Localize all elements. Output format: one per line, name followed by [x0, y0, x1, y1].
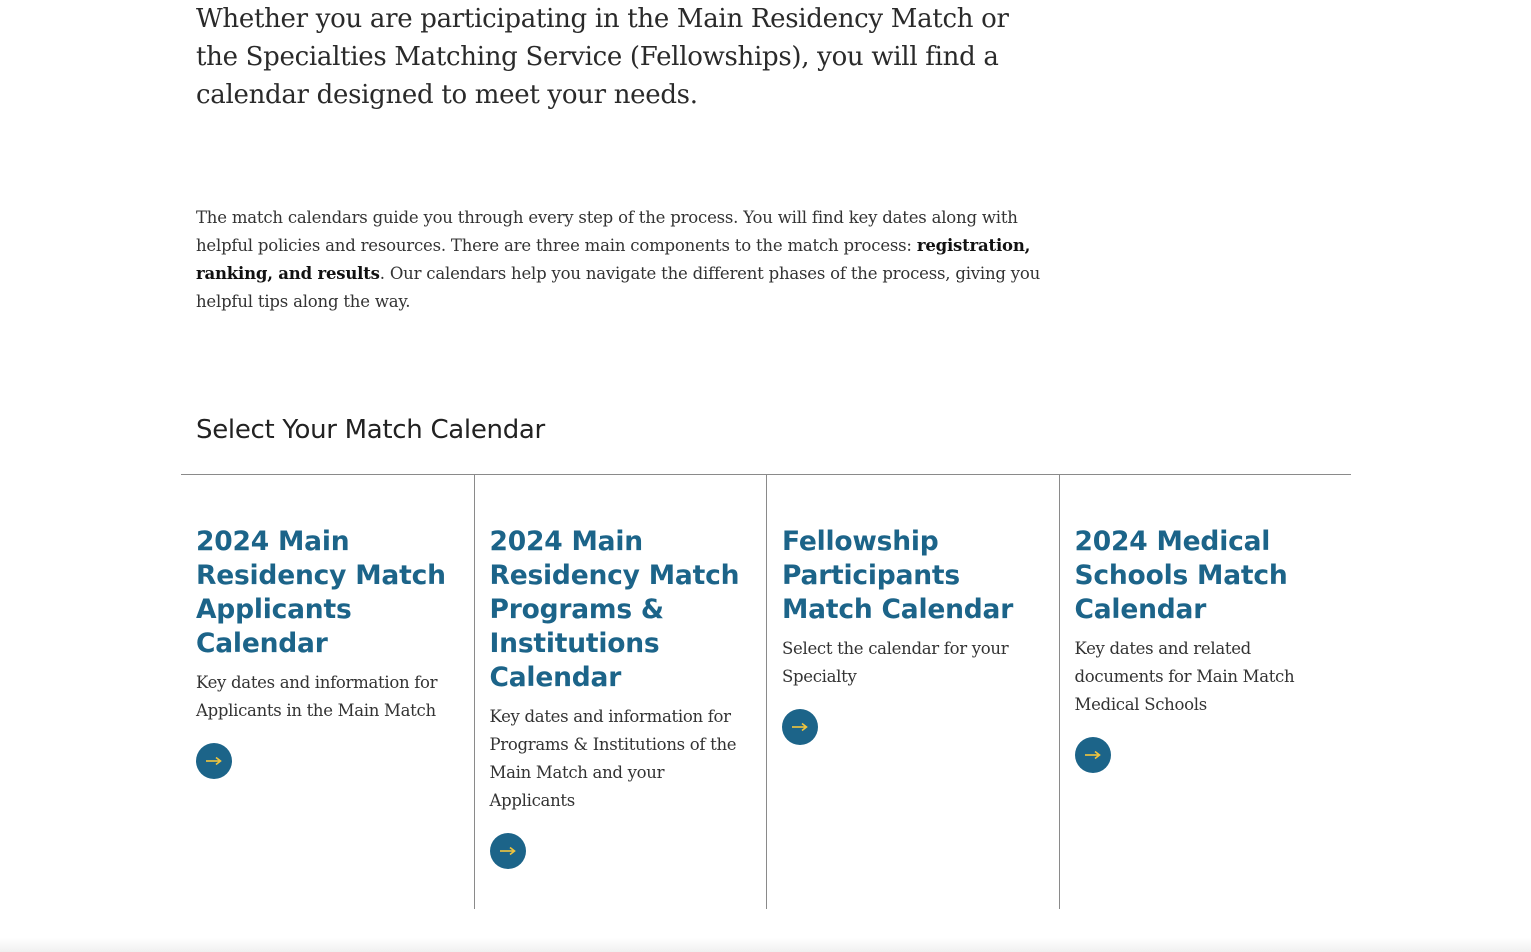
arrow-right-icon	[1084, 750, 1102, 760]
card-title[interactable]: 2024 Medical Schools Match Calendar	[1074, 526, 1288, 625]
description-text-continued: . Our calendars help you navigate the different phases of the process, giving you helpful tips along the way.	[196, 264, 1041, 311]
card-arrow-button[interactable]	[490, 833, 526, 869]
match-process-description	[196, 204, 1046, 316]
calendar-card-applicants[interactable]	[181, 475, 474, 909]
section-title: Select Your Match Calendar	[196, 415, 545, 445]
arrow-right-icon	[791, 722, 809, 732]
card-arrow-button[interactable]	[782, 709, 818, 745]
calendar-card-grid	[181, 475, 1351, 909]
calendar-card-medical-schools[interactable]	[1059, 475, 1352, 909]
description-bold-components: registration, ranking, and results	[196, 236, 1031, 283]
arrow-right-icon	[499, 846, 517, 856]
card-arrow-button[interactable]	[196, 743, 232, 779]
description-text: The match calendars guide you through every step of the process. You will find key dates along with helpful policies and resources. There are three main components to the match process:	[196, 208, 1018, 255]
card-description: Select the calendar for your Specialty	[782, 639, 1009, 686]
card-title[interactable]: 2024 Main Residency Match Applicants Calendar	[196, 526, 446, 659]
card-description: Key dates and related documents for Main Match Medical Schools	[1074, 639, 1295, 714]
card-title[interactable]: Fellowship Participants Match Calendar	[782, 526, 1014, 625]
page-bottom-edge	[0, 938, 1531, 952]
arrow-right-icon	[205, 756, 223, 766]
intro-lead-text: Whether you are participating in the Main Residency Match or the Specialties Matching Service (Fellowships), you will find a calendar designed to meet your needs.	[196, 4, 1009, 110]
card-title[interactable]: 2024 Main Residency Match Programs & Institutions Calendar	[489, 526, 740, 693]
card-description: Key dates and information for Applicants in the Main Match	[196, 673, 438, 720]
card-description: Key dates and information for Programs & Institutions of the Main Match and your Applicants	[489, 707, 737, 810]
calendar-card-programs-institutions[interactable]	[474, 475, 767, 909]
calendar-card-fellowship[interactable]	[766, 475, 1059, 909]
card-arrow-button[interactable]	[1075, 737, 1111, 773]
